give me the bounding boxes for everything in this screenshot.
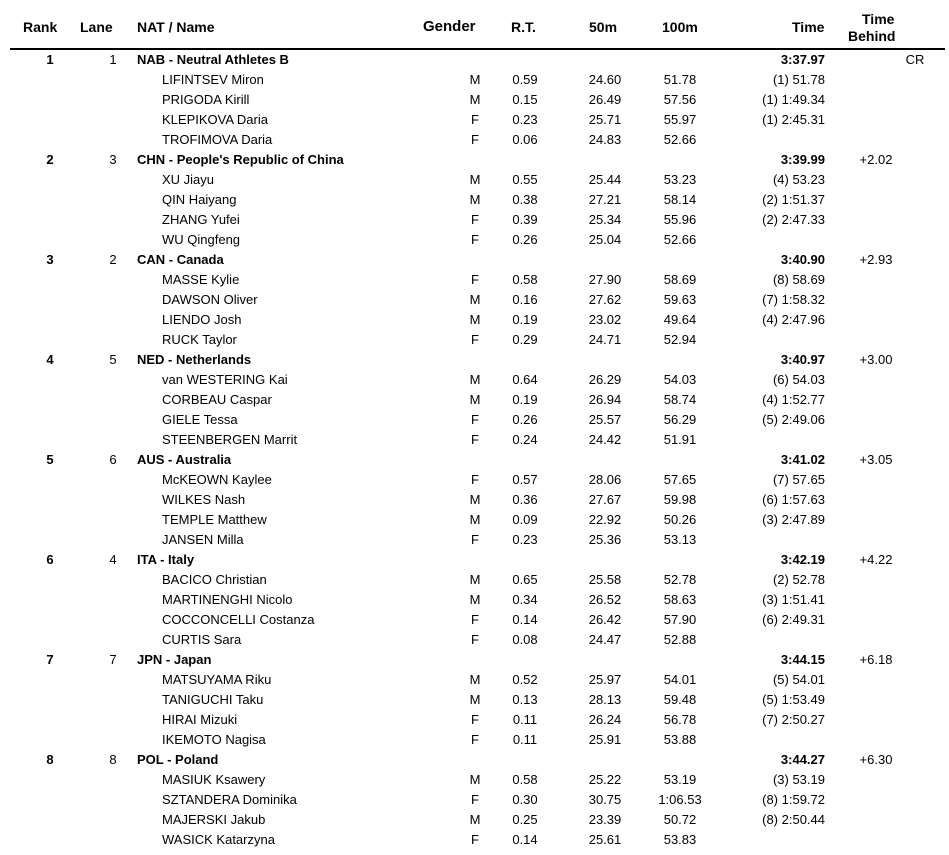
swimmer-50m: 25.34 [588, 212, 622, 227]
team-time-behind: +6.30 [859, 752, 893, 767]
team-lane: 6 [109, 452, 117, 467]
swimmer-name: BACICO Christian [162, 572, 267, 587]
swimmer-50m: 24.47 [588, 632, 622, 647]
swimmer-name: TROFIMOVA Daria [162, 132, 273, 147]
swimmer-row [0, 830, 949, 850]
swimmer-row [0, 330, 949, 350]
swimmer-100m: 58.74 [663, 392, 697, 407]
swimmer-reaction-time: 0.58 [512, 272, 538, 287]
swimmer-row [0, 370, 949, 390]
swimmer-gender: F [471, 412, 479, 427]
swimmer-50m: 26.24 [588, 712, 622, 727]
swimmer-gender: F [471, 132, 479, 147]
swimmer-split: (3) 1:51.41 [762, 592, 825, 607]
swimmer-name: WILKES Nash [162, 492, 246, 507]
swimmer-reaction-time: 0.26 [512, 232, 538, 247]
team-time: 3:40.90 [780, 252, 825, 267]
swimmer-50m: 26.42 [588, 612, 622, 627]
swimmer-100m: 52.88 [663, 632, 697, 647]
swimmer-gender: M [469, 72, 481, 87]
swimmer-row [0, 210, 949, 230]
swimmer-50m: 28.13 [588, 692, 622, 707]
team-row [0, 50, 949, 70]
header-rank: Rank [23, 19, 58, 35]
swimmer-gender: F [471, 612, 479, 627]
team-lane: 7 [109, 652, 117, 667]
swimmer-100m: 54.01 [663, 672, 697, 687]
swimmer-gender: M [469, 312, 481, 327]
swimmer-row [0, 290, 949, 310]
swimmer-100m: 53.88 [663, 732, 697, 747]
swimmer-row [0, 590, 949, 610]
swimmer-100m: 1:06.53 [658, 792, 702, 807]
swimmer-100m: 51.78 [663, 72, 697, 87]
swimmer-name: TEMPLE Matthew [162, 512, 267, 527]
swimmer-reaction-time: 0.29 [512, 332, 538, 347]
swimmer-gender: F [471, 792, 479, 807]
team-row [0, 250, 949, 270]
swimmer-50m: 27.62 [588, 292, 622, 307]
swimmer-reaction-time: 0.16 [512, 292, 538, 307]
swimmer-100m: 58.14 [663, 192, 697, 207]
swimmer-100m: 58.69 [663, 272, 697, 287]
swimmer-split: (7) 2:50.27 [762, 712, 825, 727]
swimmer-100m: 59.48 [663, 692, 697, 707]
swimmer-split: (6) 54.03 [772, 372, 825, 387]
swimmer-50m: 28.06 [588, 472, 622, 487]
swimmer-100m: 49.64 [663, 312, 697, 327]
swimmer-reaction-time: 0.14 [512, 832, 538, 847]
swimmer-row [0, 490, 949, 510]
swimmer-50m: 23.39 [588, 812, 622, 827]
team-row [0, 750, 949, 770]
header-behind-2: Behind [848, 28, 896, 44]
swimmer-gender: M [469, 572, 481, 587]
swimmer-split: (4) 2:47.96 [762, 312, 825, 327]
swimmer-row [0, 530, 949, 550]
swimmer-row [0, 670, 949, 690]
swimmer-gender: F [471, 112, 479, 127]
swimmer-100m: 52.78 [663, 572, 697, 587]
swimmer-reaction-time: 0.06 [512, 132, 538, 147]
swimmer-row [0, 190, 949, 210]
swimmer-reaction-time: 0.19 [512, 312, 538, 327]
swimmer-50m: 25.58 [588, 572, 622, 587]
team-lane: 8 [109, 752, 117, 767]
team-rank: 2 [46, 152, 54, 167]
team-row [0, 650, 949, 670]
swimmer-name: CORBEAU Caspar [162, 392, 272, 407]
team-time-behind: +3.00 [859, 352, 893, 367]
swimmer-split: (3) 2:47.89 [762, 512, 825, 527]
swimmer-reaction-time: 0.25 [512, 812, 538, 827]
swimmer-50m: 27.21 [588, 192, 622, 207]
header-lane: Lane [80, 19, 113, 35]
swimmer-gender: M [469, 292, 481, 307]
swimmer-reaction-time: 0.57 [512, 472, 538, 487]
swimmer-100m: 55.96 [663, 212, 697, 227]
swimmer-100m: 52.66 [663, 132, 697, 147]
swimmer-50m: 26.49 [588, 92, 622, 107]
swimmer-name: IKEMOTO Nagisa [162, 732, 266, 747]
header-100m: 100m [662, 19, 698, 35]
swimmer-gender: M [469, 772, 481, 787]
team-row [0, 150, 949, 170]
swimmer-100m: 53.23 [663, 172, 697, 187]
swimmer-name: COCCONCELLI Costanza [162, 612, 315, 627]
swimmer-split: (8) 58.69 [772, 272, 825, 287]
swimmer-name: WU Qingfeng [162, 232, 241, 247]
swimmer-reaction-time: 0.38 [512, 192, 538, 207]
swimmer-50m: 24.83 [588, 132, 622, 147]
team-name: AUS - Australia [137, 452, 232, 467]
swimmer-50m: 27.90 [588, 272, 622, 287]
swimmer-name: QIN Haiyang [162, 192, 237, 207]
team-rank: 3 [46, 252, 54, 267]
swimmer-100m: 50.26 [663, 512, 697, 527]
swimmer-row [0, 630, 949, 650]
swimmer-50m: 25.71 [588, 112, 622, 127]
swimmer-row [0, 510, 949, 530]
team-rank: 5 [46, 452, 54, 467]
swimmer-gender: M [469, 812, 481, 827]
swimmer-row [0, 390, 949, 410]
swimmer-name: PRIGODA Kirill [162, 92, 250, 107]
swimmer-row [0, 790, 949, 810]
team-time: 3:37.97 [780, 52, 825, 67]
swimmer-gender: F [471, 432, 479, 447]
swimmer-split: (5) 1:53.49 [762, 692, 825, 707]
swimmer-50m: 25.44 [588, 172, 622, 187]
swimmer-50m: 25.57 [588, 412, 622, 427]
swimmer-name: STEENBERGEN Marrit [162, 432, 298, 447]
swimmer-gender: F [471, 472, 479, 487]
team-time-behind: +2.02 [859, 152, 893, 167]
swimmer-gender: F [471, 532, 479, 547]
swimmer-split: (5) 2:49.06 [762, 412, 825, 427]
swimmer-50m: 26.94 [588, 392, 622, 407]
swimmer-100m: 53.83 [663, 832, 697, 847]
swimmer-reaction-time: 0.14 [512, 612, 538, 627]
team-name: CHN - People's Republic of China [137, 152, 344, 167]
swimmer-split: (2) 2:47.33 [762, 212, 825, 227]
swimmer-reaction-time: 0.11 [512, 712, 538, 727]
swimmer-reaction-time: 0.58 [512, 772, 538, 787]
team-time-behind: +2.93 [859, 252, 893, 267]
swimmer-split: (8) 2:50.44 [762, 812, 825, 827]
team-name: ITA - Italy [137, 552, 195, 567]
swimmer-name: MASIUK Ksawery [162, 772, 266, 787]
swimmer-100m: 54.03 [663, 372, 697, 387]
swimmer-100m: 58.63 [663, 592, 697, 607]
swimmer-gender: M [469, 492, 481, 507]
swimmer-name: TANIGUCHI Taku [162, 692, 264, 707]
team-name: CAN - Canada [137, 252, 224, 267]
swimmer-name: WASICK Katarzyna [162, 832, 275, 847]
swimmer-gender: F [471, 332, 479, 347]
swimmer-reaction-time: 0.65 [512, 572, 538, 587]
team-row [0, 350, 949, 370]
swimmer-split: (4) 1:52.77 [762, 392, 825, 407]
swimmer-50m: 25.22 [588, 772, 622, 787]
swimmer-name: MARTINENGHI Nicolo [162, 592, 293, 607]
team-time: 3:44.15 [780, 652, 825, 667]
swimmer-split: (6) 2:49.31 [762, 612, 825, 627]
swimmer-row [0, 230, 949, 250]
swimmer-name: McKEOWN Kaylee [162, 472, 272, 487]
swimmer-reaction-time: 0.39 [512, 212, 538, 227]
swimmer-100m: 53.13 [663, 532, 697, 547]
swimmer-gender: M [469, 512, 481, 527]
swimmer-reaction-time: 0.19 [512, 392, 538, 407]
team-rank: 6 [46, 552, 54, 567]
team-lane: 4 [109, 552, 117, 567]
swimmer-reaction-time: 0.23 [512, 532, 538, 547]
team-time: 3:44.27 [780, 752, 825, 767]
swimmer-name: MASSE Kylie [162, 272, 240, 287]
swimmer-gender: M [469, 672, 481, 687]
swimmer-100m: 52.66 [663, 232, 697, 247]
swimmer-split: (1) 1:49.34 [762, 92, 825, 107]
swimmer-100m: 56.78 [663, 712, 697, 727]
team-lane: 1 [109, 52, 117, 67]
team-rank: 8 [46, 752, 54, 767]
swimmer-row [0, 770, 949, 790]
swimmer-50m: 26.52 [588, 592, 622, 607]
swimmer-name: KLEPIKOVA Daria [162, 112, 268, 127]
swimmer-reaction-time: 0.34 [512, 592, 538, 607]
swimmer-name: RUCK Taylor [162, 332, 237, 347]
team-name: NAB - Neutral Athletes B [137, 52, 289, 67]
swimmer-50m: 24.42 [588, 432, 622, 447]
swimmer-name: MAJERSKI Jakub [162, 812, 266, 827]
swimmer-reaction-time: 0.30 [512, 792, 538, 807]
team-time: 3:40.97 [780, 352, 825, 367]
swimmer-row [0, 430, 949, 450]
swimmer-reaction-time: 0.36 [512, 492, 538, 507]
swimmer-row [0, 310, 949, 330]
swimmer-row [0, 570, 949, 590]
swimmer-row [0, 170, 949, 190]
team-name: POL - Poland [137, 752, 219, 767]
swimmer-gender: F [471, 212, 479, 227]
swimmer-split: (3) 53.19 [772, 772, 825, 787]
swimmer-name: LIENDO Josh [162, 312, 242, 327]
swimmer-row [0, 70, 949, 90]
swimmer-50m: 25.91 [588, 732, 622, 747]
team-time-behind: +3.05 [859, 452, 893, 467]
swimmer-name: SZTANDERA Dominika [162, 792, 297, 807]
header-name: NAT / Name [137, 19, 215, 35]
swimmer-gender: F [471, 832, 479, 847]
swimmer-split: (8) 1:59.72 [762, 792, 825, 807]
swimmer-100m: 50.72 [663, 812, 697, 827]
record-badge: CR [905, 52, 925, 67]
team-lane: 3 [109, 152, 117, 167]
swimmer-reaction-time: 0.08 [512, 632, 538, 647]
team-row [0, 550, 949, 570]
swimmer-gender: M [469, 92, 481, 107]
swimmer-50m: 23.02 [588, 312, 622, 327]
swimmer-50m: 25.36 [588, 532, 622, 547]
swimmer-reaction-time: 0.24 [512, 432, 538, 447]
team-name: NED - Netherlands [137, 352, 252, 367]
swimmer-50m: 24.60 [588, 72, 622, 87]
swimmer-split: (1) 2:45.31 [762, 112, 825, 127]
team-time-behind: +4.22 [859, 552, 893, 567]
swimmer-100m: 52.94 [663, 332, 697, 347]
swimmer-name: JANSEN Milla [162, 532, 244, 547]
swimmer-split: (5) 54.01 [772, 672, 825, 687]
header-50m: 50m [589, 19, 618, 35]
swimmer-50m: 25.97 [588, 672, 622, 687]
swimmer-name: ZHANG Yufei [162, 212, 240, 227]
swimmer-split: (1) 51.78 [772, 72, 825, 87]
team-time-behind: +6.18 [859, 652, 893, 667]
swimmer-gender: M [469, 372, 481, 387]
swimmer-gender: M [469, 192, 481, 207]
header-rt: R.T. [511, 19, 536, 35]
swimmer-100m: 51.91 [663, 432, 697, 447]
swimmer-name: DAWSON Oliver [162, 292, 258, 307]
swimmer-gender: F [471, 712, 479, 727]
swimmer-row [0, 470, 949, 490]
team-time: 3:42.19 [780, 552, 825, 567]
swimmer-100m: 53.19 [663, 772, 697, 787]
swimmer-reaction-time: 0.23 [512, 112, 538, 127]
header-behind-1: Time [862, 11, 895, 27]
swimmer-gender: M [469, 592, 481, 607]
swimmer-row [0, 690, 949, 710]
swimmer-split: (7) 57.65 [772, 472, 825, 487]
swimmer-split: (4) 53.23 [772, 172, 825, 187]
swimmer-100m: 55.97 [663, 112, 697, 127]
swimmer-name: HIRAI Mizuki [162, 712, 238, 727]
swimmer-gender: M [469, 692, 481, 707]
swimmer-name: MATSUYAMA Riku [162, 672, 272, 687]
swimmer-gender: F [471, 632, 479, 647]
team-name: JPN - Japan [137, 652, 212, 667]
team-rank: 1 [46, 52, 54, 67]
team-row [0, 450, 949, 470]
swimmer-row [0, 610, 949, 630]
swimmer-name: GIELE Tessa [162, 412, 238, 427]
swimmer-name: XU Jiayu [162, 172, 215, 187]
swimmer-reaction-time: 0.11 [512, 732, 538, 747]
team-rank: 7 [46, 652, 54, 667]
team-lane: 2 [109, 252, 117, 267]
swimmer-row [0, 110, 949, 130]
swimmer-reaction-time: 0.13 [512, 692, 538, 707]
team-lane: 5 [109, 352, 117, 367]
swimmer-reaction-time: 0.55 [512, 172, 538, 187]
team-time: 3:39.99 [780, 152, 825, 167]
swimmer-split: (2) 1:51.37 [762, 192, 825, 207]
swimmer-row [0, 130, 949, 150]
swimmer-50m: 22.92 [588, 512, 622, 527]
team-time: 3:41.02 [780, 452, 825, 467]
swimmer-gender: F [471, 272, 479, 287]
swimmer-reaction-time: 0.59 [512, 72, 538, 87]
swimmer-50m: 24.71 [588, 332, 622, 347]
swimmer-gender: F [471, 232, 479, 247]
swimmer-100m: 57.65 [663, 472, 697, 487]
header-gender: Gender [423, 18, 476, 35]
swimmer-row [0, 410, 949, 430]
swimmer-reaction-time: 0.26 [512, 412, 538, 427]
swimmer-reaction-time: 0.09 [512, 512, 538, 527]
swimmer-100m: 57.90 [663, 612, 697, 627]
swimmer-50m: 26.29 [588, 372, 622, 387]
swimmer-100m: 57.56 [663, 92, 697, 107]
swimmer-reaction-time: 0.64 [512, 372, 538, 387]
swimmer-row [0, 730, 949, 750]
swimmer-100m: 56.29 [663, 412, 697, 427]
header-time: Time [792, 19, 825, 35]
swimmer-50m: 27.67 [588, 492, 622, 507]
swimmer-row [0, 810, 949, 830]
swimmer-reaction-time: 0.15 [512, 92, 538, 107]
swimmer-row [0, 90, 949, 110]
swimmer-split: (7) 1:58.32 [762, 292, 825, 307]
team-rank: 4 [46, 352, 54, 367]
swimmer-row [0, 270, 949, 290]
swimmer-100m: 59.98 [663, 492, 697, 507]
swimmer-50m: 25.61 [588, 832, 622, 847]
swimmer-gender: M [469, 172, 481, 187]
swimmer-split: (2) 52.78 [772, 572, 825, 587]
swimmer-name: van WESTERING Kai [162, 372, 288, 387]
swimmer-row [0, 710, 949, 730]
swimmer-name: CURTIS Sara [162, 632, 242, 647]
swimmer-name: LIFINTSEV Miron [162, 72, 264, 87]
swimmer-100m: 59.63 [663, 292, 697, 307]
swimmer-gender: F [471, 732, 479, 747]
swimmer-gender: M [469, 392, 481, 407]
swimmer-reaction-time: 0.52 [512, 672, 538, 687]
swimmer-split: (6) 1:57.63 [762, 492, 825, 507]
swimmer-50m: 25.04 [588, 232, 622, 247]
swimmer-50m: 30.75 [588, 792, 622, 807]
